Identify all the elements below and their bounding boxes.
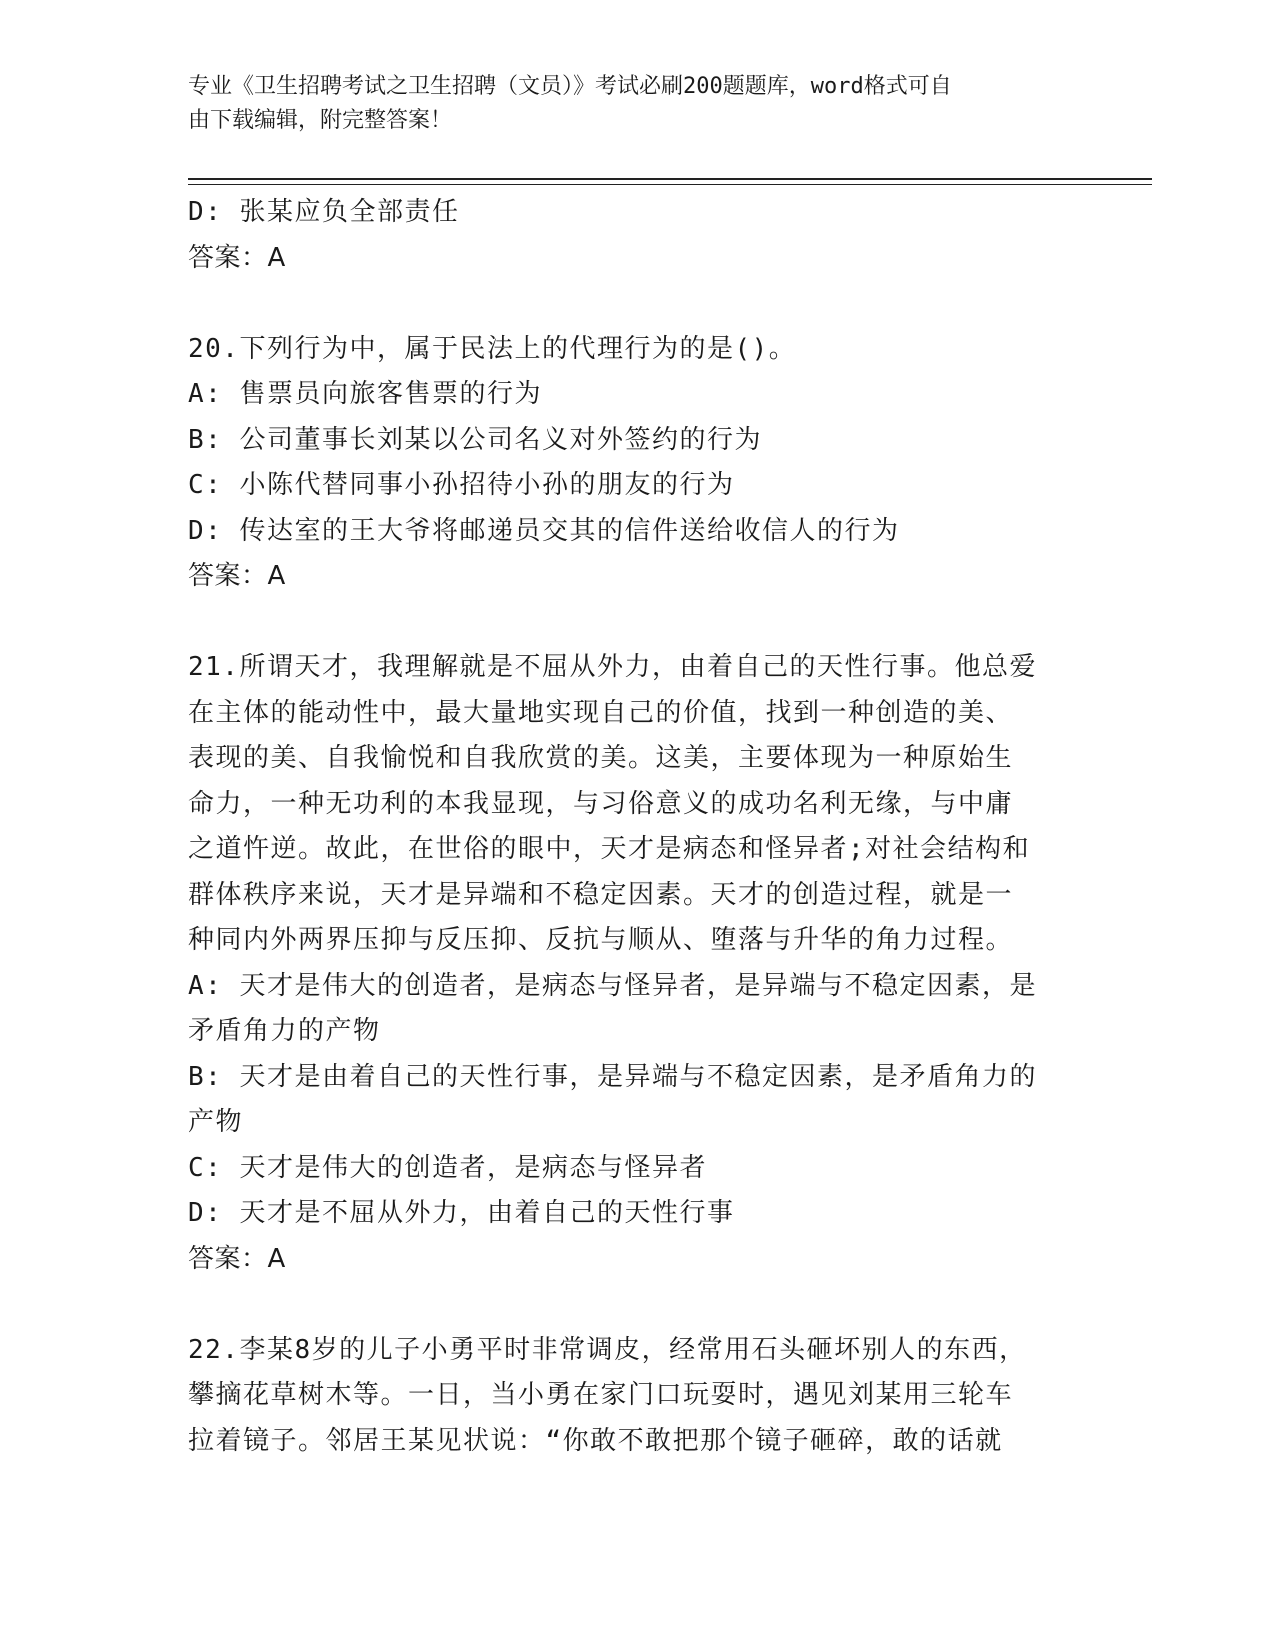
question-stem-line: 攀摘花草树木等。一日，当小勇在家门口玩耍时，遇见刘某用三轮车 [188, 1380, 1014, 1410]
question-22 [188, 1328, 1078, 1465]
question-stem-line: 22.李某8岁的儿子小勇平时非常调皮，经常用石头砸坏别人的东西， [188, 1334, 1027, 1365]
question-stem-line: 种同内外两界压抑与反压抑、反抗与顺从、堕落与升华的角力过程。 [188, 925, 1014, 955]
option-d: D: 张某应负全部责任 [188, 197, 460, 227]
question-stem-line: 表现的美、自我愉悦和自我欣赏的美。这美，主要体现为一种原始生 [188, 743, 1014, 773]
question-21 [188, 645, 1078, 1282]
header-divider [188, 178, 1152, 180]
option-c: C: 小陈代替同事小孙招待小孙的朋友的行为 [188, 470, 735, 500]
option-d: D: 天才是不屈从外力，由着自己的天性行事 [188, 1198, 735, 1228]
question-19-tail [188, 190, 1078, 281]
document-body [188, 190, 1078, 1464]
question-stem-line: 在主体的能动性中，最大量地实现自己的价值，找到一种创造的美、 [188, 697, 1014, 728]
answer: 答案：A [188, 561, 286, 591]
option-a-line: 矛盾角力的产物 [188, 1016, 381, 1046]
question-20 [188, 327, 1078, 600]
question-stem-line: 21.所谓天才，我理解就是不屈从外力，由着自己的天性行事。他总爱 [188, 652, 1037, 682]
option-a-line: A: 天才是伟大的创造者，是病态与怪异者，是异端与不稳定因素，是 [188, 970, 1037, 1001]
option-c: C: 天才是伟大的创造者，是病态与怪异者 [188, 1152, 707, 1183]
question-stem-line: 命力，一种无功利的本我显现，与习俗意义的成功名利无缘，与中庸 [188, 788, 1014, 819]
spacer [188, 281, 1078, 327]
option-b: B: 公司董事长刘某以公司名义对外签约的行为 [188, 424, 762, 455]
question-stem-line: 拉着镜子。邻居王某见状说：“你敢不敢把那个镜子砸碎，敢的话就 [188, 1425, 1003, 1456]
question-stem-line: 之道忤逆。故此，在世俗的眼中，天才是病态和怪异者;对社会结构和 [188, 834, 1031, 864]
question-stem-line: 群体秩序来说，天才是异端和不稳定因素。天才的创造过程，就是一 [188, 879, 1014, 910]
header-line-1: 专业《卫生招聘考试之卫生招聘（文员）》考试必刷200题题库，word格式可自 [188, 74, 952, 99]
option-a: A: 售票员向旅客售票的行为 [188, 379, 542, 409]
spacer [188, 600, 1078, 646]
header-line-2: 由下载编辑，附完整答案！ [188, 108, 453, 133]
question-stem: 20.下列行为中，属于民法上的代理行为的是()。 [188, 333, 797, 364]
header-divider-thin [188, 184, 1152, 185]
spacer [188, 1282, 1078, 1328]
option-b-line: B: 天才是由着自己的天性行事，是异端与不稳定因素，是矛盾角力的 [188, 1061, 1037, 1092]
answer: 答案：A [188, 242, 286, 273]
option-d: D: 传达室的王大爷将邮递员交其的信件送给收信人的行为 [188, 515, 900, 546]
document-header [188, 70, 1068, 138]
option-b-line: 产物 [188, 1107, 244, 1137]
answer: 答案：A [188, 1243, 286, 1274]
